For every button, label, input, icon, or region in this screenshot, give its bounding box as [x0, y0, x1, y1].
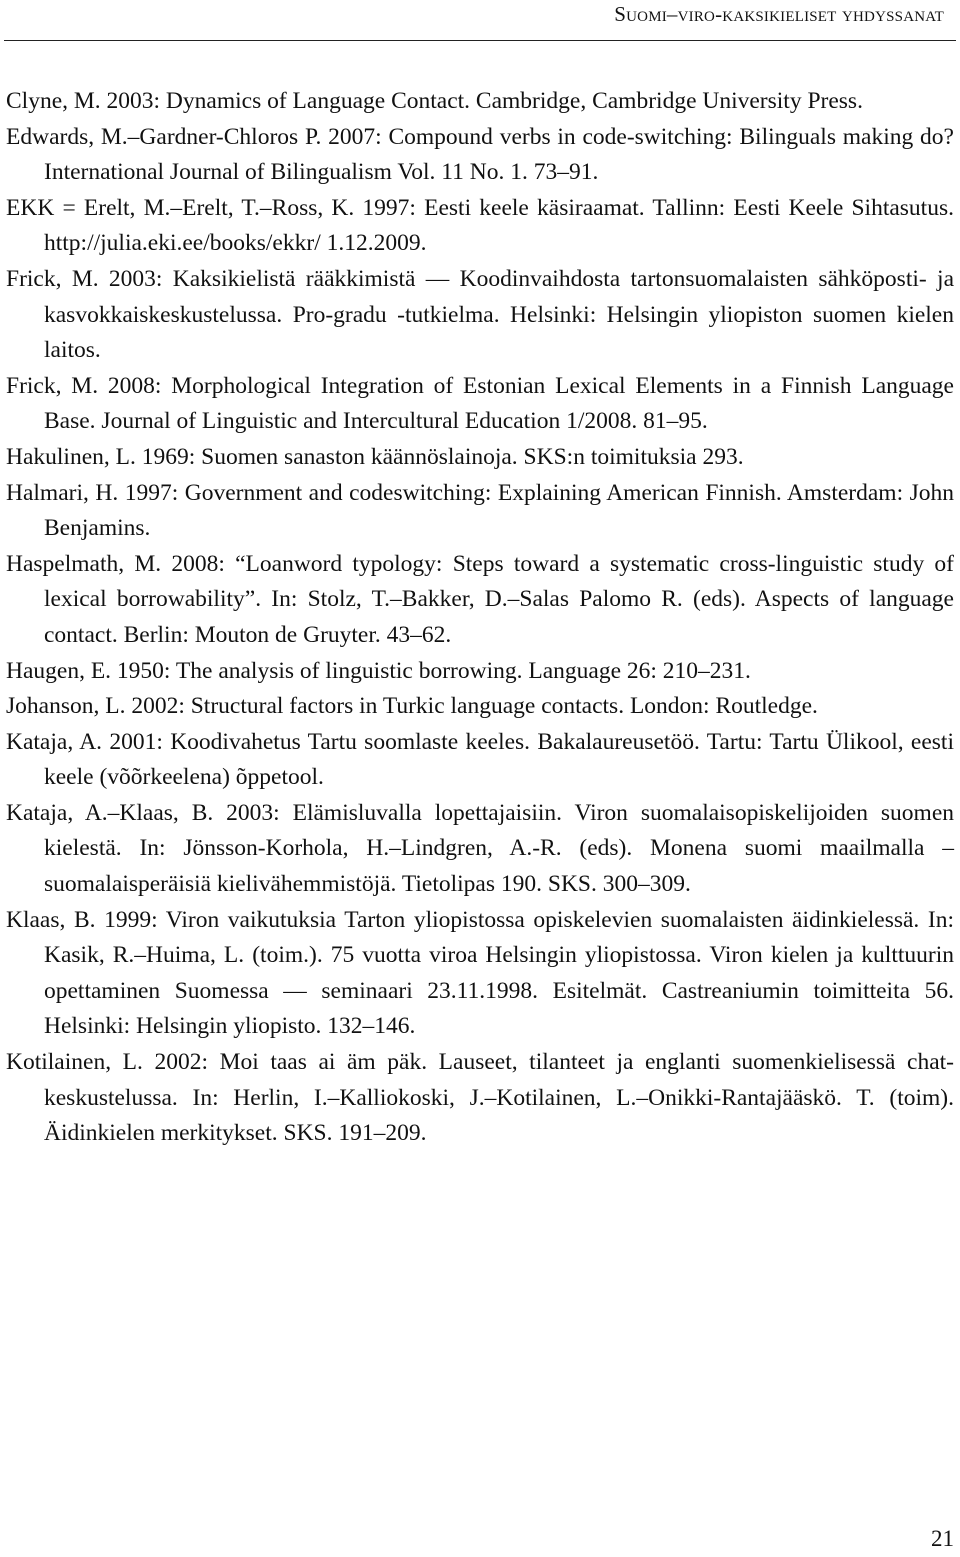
reference-list [6, 84, 954, 1152]
reference-entry: Kotilainen, L. 2002: Moi taas ai äm päk. Lauseet, tilanteet ja englanti suomenkielisessä chat-keskustelussa. In: Herlin, I.–Kalliokoski, J.–Kotilainen, L.–Onikki-Rantajääskö. T. (toim). Äidinkielen merkitykset. SKS. 191–209. [6, 1049, 954, 1147]
reference-entry: Johanson, L. 2002: Structural factors in Turkic language contacts. London: Routledge. [6, 693, 818, 720]
reference-entry: Kataja, A. 2001: Koodivahetus Tartu soomlaste keeles. Bakalaureusetöö. Tartu: Tartu Ülikool, eesti keele (võõrkeelena) õppetool. [6, 728, 954, 791]
page-number: 21 [931, 1526, 954, 1551]
reference-entry: Haspelmath, M. 2008: “Loanword typology: Steps toward a systematic cross-linguistic study of lexical borrowability”. In: Stolz, T.–Bakker, D.–Salas Palomo R. (eds). Aspects of language contact. Berlin: Mouton de Gruyter. 43–62. [6, 550, 954, 648]
running-header: Suomi–viro-kaksikieliset yhdyssanat [614, 2, 944, 26]
header-rule [4, 40, 956, 41]
reference-entry: Kataja, A.–Klaas, B. 2003: Elämisluvalla lopettajaisiin. Viron suomalaisopiskelijoiden suomen kielestä. In: Jönsson-Korhola, H.–Lindgren, A.-R. (eds). Monena suomi maailmalla – suomalaisperäisiä kielivähemmistöjä. Tietolipas 190. SKS. 300–309. [6, 799, 954, 898]
reference-entry: Klaas, B. 1999: Viron vaikutuksia Tarton yliopistossa opiskelevien suomalaisten äidinkielessä. In: Kasik, R.–Huima, L. (toim.). 75 vuotta viroa Helsingin yliopistossa. Viron kielen ja kulttuurin opettaminen Suomessa — seminaari 23.11.1998. Esitelmät. Castreaniumin toimitteita 56. Helsinki: Helsingin yliopisto. 132–146. [6, 906, 954, 1040]
reference-entry: Frick, M. 2003: Kaksikielistä rääkkimistä — Koodinvaihdosta tartonsuomalaisten sähköposti- ja kasvokkaiskeskustelussa. Pro-gradu -tutkielma. Helsinki: Helsingin yliopiston suomen kielen laitos. [6, 265, 954, 364]
reference-entry: Halmari, H. 1997: Government and codeswitching: Explaining American Finnish. Amsterdam: John Benjamins. [6, 479, 954, 542]
reference-entry: Hakulinen, L. 1969: Suomen sanaston käännöslainoja. SKS:n toimituksia 293. [6, 443, 744, 470]
reference-entry: Clyne, M. 2003: Dynamics of Language Contact. Cambridge, Cambridge University Press. [6, 88, 863, 114]
reference-entry: Frick, M. 2008: Morphological Integration of Estonian Lexical Elements in a Finnish Language Base. Journal of Linguistic and Intercultural Education 1/2008. 81–95. [6, 372, 954, 435]
reference-entry: EKK = Erelt, M.–Erelt, T.–Ross, K. 1997: Eesti keele käsiraamat. Tallinn: Eesti Keele Sihtasutus. http://julia.eki.ee/books/ekkr/ 1.12.2009. [6, 194, 954, 257]
reference-entry: Edwards, M.–Gardner-Chloros P. 2007: Compound verbs in code-switching: Bilinguals making do? International Journal of Bilingualism Vol. 11 No. 1. 73–91. [6, 123, 954, 186]
reference-entry: Haugen, E. 1950: The analysis of linguistic borrowing. Language 26: 210–231. [6, 657, 751, 684]
